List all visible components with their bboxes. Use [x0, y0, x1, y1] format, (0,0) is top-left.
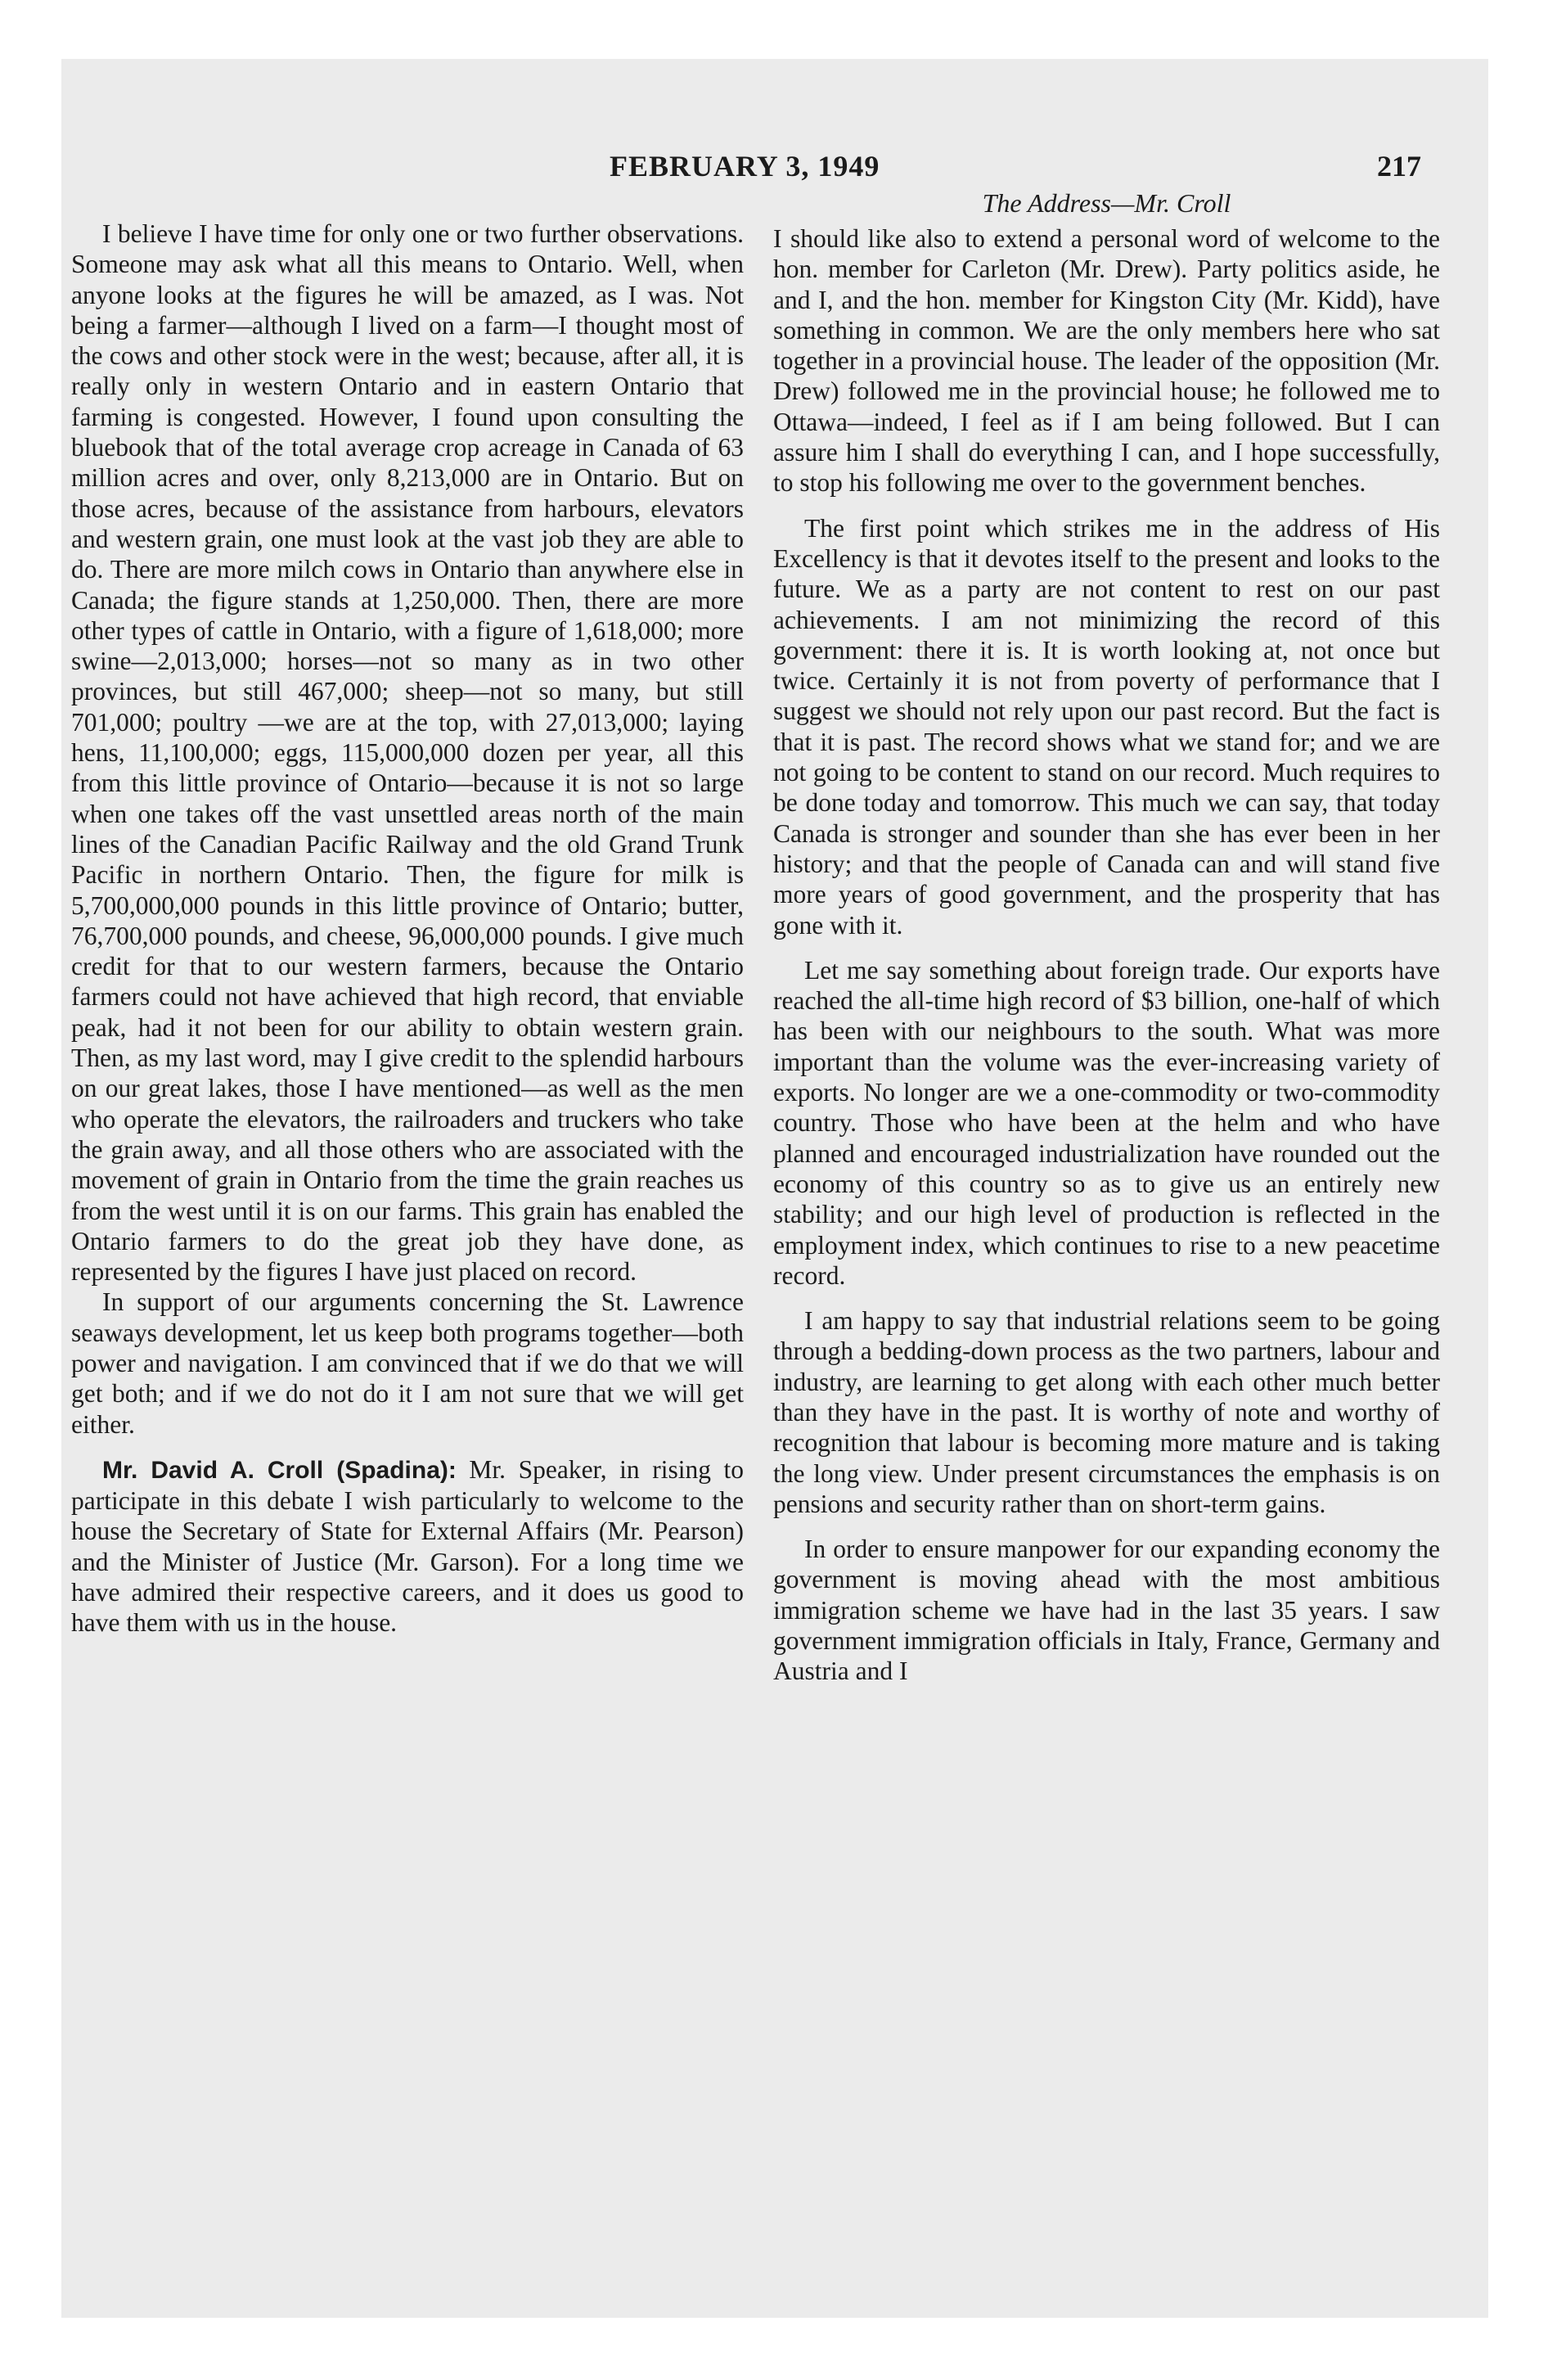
paragraph	[71, 1454, 744, 1639]
paragraph: I should like also to extend a personal word of welcome to the hon. member for Carleton (Mr. Drew). Party politics aside, he and I, and the hon. member for Kingston City (Mr. Kidd), have something in common. We are the only members here who sat together in a provincial house. The leader of the opposition (Mr. Drew) followed me in the provincial house; he followed me to Ottawa—indeed, I feel as if I am being followed. But I can assure him I shall do everything I can, and I hope successfully, to stop his following me over to the government benches.	[773, 224, 1440, 498]
header-date: FEBRUARY 3, 1949	[610, 150, 880, 183]
paragraph-text: Mr. Speaker, in rising to participate in this debate I wish particularly to welcome to the house the Secretary of State for External Affairs (Mr. Pearson) and the Minister of Justice (Mr. Garson). For a long time we have admired their respective careers, and it does us good to have them with us in the house.	[71, 1454, 744, 1638]
paragraph: In support of our arguments concerning the St. Lawrence seaways development, let us keep both programs together—both power and navigation. I am convinced that if we do that we will get both; and if we do not do it I am not sure that we will get either.	[71, 1287, 744, 1439]
scanned-page	[61, 59, 1488, 2318]
page-number: 217	[1377, 150, 1421, 183]
paragraph: In order to ensure manpower for our expanding economy the government is moving ahead with the most ambitious immigration scheme we have had in the last 35 years. I saw government immigration officials in Italy, France, Germany and Austria and I	[773, 1535, 1440, 1686]
running-head: The Address—Mr. Croll	[982, 188, 1231, 218]
paragraph: Let me say something about foreign trade. Our exports have reached the all-time high record of $3 billion, one-half of which has been with our neighbours to the south. What was more important than the volume was the ever-increasing variety of exports. No longer are we a one-commodity or two-commodity country. Those who have been at the helm and who have planned and encouraged industrialization have rounded out the economy of this country so as to give us an entirely new stability; and our high level of production is reflected in the employment index, which continues to rise to a new peacetime record.	[773, 955, 1440, 1290]
paragraph: I am happy to say that industrial relations seem to be going through a bedding-down process as the two partners, labour and industry, are learning to get along with each other much better than they have in the past. It is worthy of note and worthy of recognition that labour is becoming more mature and is taking the long view. Under present circumstances the emphasis is on pensions and security rather than on short-term gains.	[773, 1306, 1440, 1518]
paragraph: The first point which strikes me in the address of His Excellency is that it devotes itself to the present and looks to the future. We as a party are not content to rest on our past achievements. I am not minimizing the record of this government: there it is. It is worth looking at, not once but twice. Certainly it is not from poverty of performance that I suggest we should not rely upon our past record. But the fact is that it is past. The record shows what we stand for; and we are not going to be content to stand on our record. Much requires to be done today and tomorrow. This much we can say, that today Canada is stronger and sounder than she has ever been in her history; and that the people of Canada can and will stand five more years of good government, and the prosperity that has gone with it.	[773, 513, 1440, 940]
left-column	[71, 219, 744, 1639]
page-header	[61, 149, 1488, 190]
right-column	[773, 188, 1440, 1687]
paragraph: I believe I have time for only one or two further observations. Someone may ask what all this means to Ontario. Well, when anyone looks at the figures he will be amazed, as I was. Not being a farmer—although I lived on a farm—I thought most of the cows and other stock were in the west; because, after all, it is really only in western Ontario and in eastern Ontario that farming is congested. However, I found upon consulting the bluebook that of the total average crop acreage in Canada of 63 million acres and over, only 8,213,000 are in Ontario. But on those acres, because of the assistance from harbours, elevators and western grain, one must look at the vast job they are able to do. There are more milch cows in Ontario than anywhere else in Canada; the figure stands at 1,250,000. Then, there are more other types of cattle in Ontario, with a figure of 1,618,000; more swine—2,013,000; horses—not so many as in two other provinces, but still 467,000; sheep—not so many, but still 701,000; poultry —we are at the top, with 27,013,000; laying hens, 11,100,000; eggs, 115,000,000 dozen per year, all this from this little province of Ontario—because it is not so large when one takes off the vast unsettled areas north of the main lines of the Canadian Pacific Railway and the old Grand Trunk Pacific in northern Ontario. Then, the figure for milk is 5,700,000,000 pounds in this little province of Ontario; butter, 76,700,000 pounds, and cheese, 96,000,000 pounds. I give much credit for that to our western farmers, because the Ontario farmers could not have achieved that high record, that enviable peak, had it not been for our ability to obtain western grain. Then, as my last word, may I give credit to the splendid harbours on our great lakes, those I have mentioned—as well as the men who operate the elevators, the railroaders and truckers who take the grain away, and all those others who are associated with the movement of grain in Ontario from the time the grain reaches us from the west until it is on our farms. This grain has enabled the Ontario farmers to do the great job they have done, as represented by the figures I have just placed on record.	[71, 219, 744, 1287]
speaker-name: Mr. David A. Croll (Spadina):	[102, 1456, 457, 1484]
